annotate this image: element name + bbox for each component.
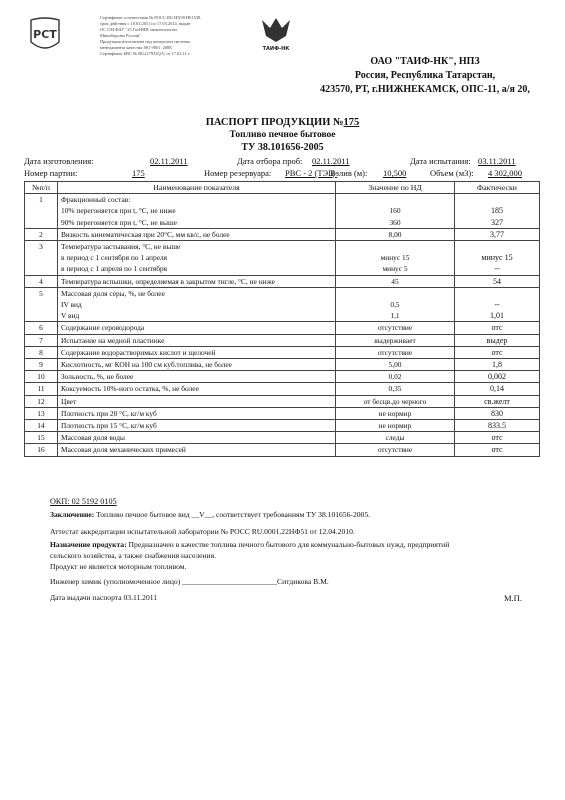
table-row <box>25 432 540 444</box>
table-row <box>25 383 540 395</box>
norm-value <box>336 287 455 322</box>
parameter-name <box>58 322 336 334</box>
row-number: 1 <box>25 194 58 229</box>
test-date-value: 03.11.2011 <box>478 156 516 166</box>
parameter-name-line: Плотность при 20 °C, кг/м куб <box>61 408 157 418</box>
norm-value <box>336 346 455 358</box>
conclusion <box>50 510 370 519</box>
row-number: 16 <box>25 444 58 456</box>
actual-value <box>455 275 540 287</box>
actual-value <box>455 371 540 383</box>
norm-value <box>336 241 455 276</box>
parameter-name <box>58 334 336 346</box>
actual-value <box>455 334 540 346</box>
table-row <box>25 359 540 371</box>
norm-value <box>336 359 455 371</box>
norm-value-line: не нормир <box>378 408 412 418</box>
table-row <box>25 395 540 407</box>
parameters-body <box>25 194 540 456</box>
table-row <box>25 275 540 287</box>
purpose-text: Предназначен в качестве топлива печного бытового для коммунально-бытовых нужд, предприятий <box>126 540 450 549</box>
parameter-name <box>58 395 336 407</box>
row-number: 8 <box>25 346 58 358</box>
actual-value-line: отс <box>491 347 503 357</box>
batch-value: 175 <box>132 168 145 178</box>
parameter-name-line: Массовая доля воды <box>61 433 125 443</box>
parameter-name <box>58 383 336 395</box>
parameter-name <box>58 241 336 276</box>
actual-value-line: отс <box>491 445 503 455</box>
parameter-name <box>58 444 336 456</box>
norm-value-line: выдерживает <box>374 335 416 345</box>
parameter-name <box>58 287 336 322</box>
norm-value-line: минус 15 <box>380 253 410 263</box>
parameter-name-line: Массовая доля механических примесей <box>61 445 186 455</box>
actual-value-line: выдер <box>486 335 508 345</box>
norm-value <box>336 322 455 334</box>
parameter-name-line: Плотность при 15 °C, кг/м куб <box>61 421 157 431</box>
certificate-line: Сертификат соответствия № РОСС RU.HN39.H01538, <box>100 15 202 20</box>
row-number: 15 <box>25 432 58 444</box>
actual-value-line: 0,14 <box>490 384 504 394</box>
norm-value <box>336 194 455 229</box>
actual-value <box>455 322 540 334</box>
norm-value-line: 8,00 <box>388 229 402 239</box>
row-number: 11 <box>25 383 58 395</box>
okp-code: ОКП: 02 5192 0105 <box>50 497 117 506</box>
norm-value-line: 5,00 <box>388 360 402 370</box>
norm-value-line: 1,1 <box>390 311 400 321</box>
volume-label: Объем (м3): <box>430 168 474 178</box>
norm-value-line: от бесцв.до черного <box>363 396 427 406</box>
actual-value-line: -- <box>494 300 500 310</box>
parameter-name <box>58 346 336 358</box>
certificate-block <box>100 15 235 57</box>
norm-value-line: 45 <box>391 276 399 286</box>
passport-number: 175 <box>343 117 360 128</box>
issue-date: Дата выдачи паспорта 03.11.2011 <box>50 593 158 602</box>
actual-value-line: 185 <box>491 206 503 216</box>
accreditation: Аттестат аккредитации испытательной лаборатории № РОСС RU.0001.22НФ51 от 12.04.2010. <box>50 527 355 536</box>
parameter-name-line: Массовая доля серы, %, не более <box>61 288 165 298</box>
actual-value-line: минус 15 <box>481 253 513 263</box>
certificate-line: ОС СМ ФАУ "25 ГосНИИ химмотологии <box>100 27 177 32</box>
norm-value-line: минус 5 <box>382 264 408 274</box>
tank-value: РВС - 2 (ТЭЦ- <box>285 168 338 178</box>
header-number: №п/п <box>25 182 58 194</box>
norm-value-line: 0,35 <box>388 384 402 394</box>
norm-value-line: не нормир <box>378 421 412 431</box>
actual-value-line: 0,002 <box>488 372 506 382</box>
actual-value-line <box>458 288 536 299</box>
header-norm: Значение по НД <box>336 182 455 194</box>
row-number: 3 <box>25 241 58 276</box>
sample-date-label: Дата отбора проб: <box>237 156 303 166</box>
parameter-name-line: Испытание на медной пластинке <box>61 335 165 345</box>
norm-value-line: отсутствие <box>377 323 413 333</box>
norm-value <box>336 334 455 346</box>
norm-value-line <box>339 288 451 299</box>
norm-value-line: 360 <box>389 217 401 227</box>
row-number: 2 <box>25 228 58 240</box>
table-row <box>25 407 540 419</box>
norm-value <box>336 395 455 407</box>
parameter-name <box>58 228 336 240</box>
passport-title-prefix: ПАСПОРТ ПРОДУКЦИИ № <box>205 117 344 128</box>
certificate-line: срок действия с 18.03.2011 по 17.03.2014, выдан <box>100 21 191 26</box>
actual-value <box>455 420 540 432</box>
actual-value <box>455 287 540 322</box>
row-number: 14 <box>25 420 58 432</box>
test-date-label: Дата испытания: <box>410 156 471 166</box>
purpose-label: Назначение продукта: <box>50 540 127 549</box>
table-row <box>25 194 540 229</box>
parameter-name-line: в период с 1 апреля по 1 сентября <box>61 264 168 274</box>
svg-text:ТАИФ-НК: ТАИФ-НК <box>262 46 290 52</box>
product-name: Топливо печное бытовое <box>229 130 336 140</box>
actual-value-line <box>458 241 536 252</box>
table-row <box>25 322 540 334</box>
table-row <box>25 444 540 456</box>
norm-value-line: следы <box>385 433 405 443</box>
company-logo <box>256 14 296 52</box>
conclusion-text: Топливо печное бытовое вид __V__, соответствует требованиям ТУ 38.101656-2005. <box>94 510 371 519</box>
actual-value <box>455 241 540 276</box>
parameter-name-line: Цвет <box>61 396 77 406</box>
parameter-name-line: Содержание сероводорода <box>61 323 145 333</box>
table-row <box>25 371 540 383</box>
parameter-name <box>58 371 336 383</box>
stamp-place: М.П. <box>504 593 522 603</box>
actual-value-line: св.желт <box>484 396 510 406</box>
table-row <box>25 420 540 432</box>
parameters-table <box>24 181 540 457</box>
conclusion-label: Заключение: <box>50 510 95 519</box>
row-number: 12 <box>25 395 58 407</box>
parameter-name-line: Температура вспышки, определяемая в закрытом тигле, °C, не ниже <box>61 276 275 286</box>
actual-value-line <box>458 194 536 205</box>
certificate-line: менеджмента качества ISO 9001: 2008. <box>100 45 173 50</box>
parameter-name-line: V вид <box>61 311 80 321</box>
row-number: 6 <box>25 322 58 334</box>
passport-title <box>0 116 565 129</box>
norm-value <box>336 371 455 383</box>
actual-value-line: отс <box>491 323 503 333</box>
actual-value <box>455 346 540 358</box>
actual-value-line: 833.5 <box>488 421 506 431</box>
norm-value <box>336 444 455 456</box>
actual-value-line: 830 <box>491 408 503 418</box>
parameter-name-line: Вязкость кинематическая при 20°C, мм кв/с, не более <box>61 229 230 239</box>
parameter-name-line: Зольность, %, не более <box>61 372 134 382</box>
parameter-name-line: Содержание водорастворимых кислот и щелочей <box>61 347 216 357</box>
actual-value <box>455 228 540 240</box>
actual-value <box>455 444 540 456</box>
norm-value-line: 160 <box>389 206 401 216</box>
company-name: ОАО "ТАИФ-НК", НПЗ <box>370 56 480 67</box>
parameter-name-line: Коксуемость 10%-ного остатка, %, не более <box>61 384 199 394</box>
row-number: 5 <box>25 287 58 322</box>
certificate-line: Сертификат БВС № RU227933Q-U от 17.02.11 г. <box>100 51 191 56</box>
norm-value <box>336 420 455 432</box>
parameter-name-line: в период с 1 сентября по 1 апреля <box>61 253 168 263</box>
table-row <box>25 346 540 358</box>
header-actual: Фактически <box>455 182 540 194</box>
motor-fuel-note: Продукт не является моторным топливом. <box>50 562 187 571</box>
company-region: Россия, Республика Татарстан, <box>354 70 496 81</box>
table-row <box>25 334 540 346</box>
product-standard: ТУ 38.101656-2005 <box>241 142 324 153</box>
volume-value: 4 302,000 <box>488 168 522 178</box>
actual-value-line: отс <box>491 433 503 443</box>
parameter-name-line: Фракционный состав: <box>61 195 131 205</box>
sample-date-value: 02.11.2011 <box>312 156 350 166</box>
parameter-name-line: Температура застывания, °C, не выше <box>61 242 181 252</box>
norm-value <box>336 432 455 444</box>
row-number: 4 <box>25 275 58 287</box>
batch-label: Номер партии: <box>24 168 78 178</box>
company-header <box>290 55 560 97</box>
actual-value-line: 54 <box>493 276 501 286</box>
norm-value-line <box>339 194 451 205</box>
parameter-name <box>58 407 336 419</box>
actual-value-line: 1,01 <box>490 311 504 321</box>
table-row <box>25 287 540 322</box>
norm-value-line: отсутствие <box>377 445 413 455</box>
svg-text:PCT: PCT <box>33 28 57 41</box>
header-parameter: Наименование показателя <box>58 182 336 194</box>
certification-logo <box>28 16 62 56</box>
actual-value <box>455 383 540 395</box>
norm-value <box>336 383 455 395</box>
norm-value <box>336 275 455 287</box>
certificate-line: Минобороны России" <box>100 33 142 38</box>
table-row <box>25 241 540 276</box>
level-label: Взлив (м): <box>330 168 368 178</box>
norm-value-line: 0,5 <box>390 300 400 310</box>
actual-value <box>455 407 540 419</box>
norm-value-line: отсутствие <box>377 347 413 357</box>
table-header-row <box>25 182 540 194</box>
parameter-name-line: 10% перегоняется при t, °C, не ниже <box>61 206 176 216</box>
row-number: 9 <box>25 359 58 371</box>
parameter-name-line: IV вид <box>61 300 82 310</box>
level-value: 10,500 <box>383 168 407 178</box>
row-number: 10 <box>25 371 58 383</box>
parameter-name-line: 90% перегоняется при t, °C, не выше <box>61 217 177 227</box>
actual-value <box>455 359 540 371</box>
parameter-name <box>58 432 336 444</box>
parameter-name <box>58 275 336 287</box>
parameter-name <box>58 194 336 229</box>
actual-value <box>455 432 540 444</box>
engineer-signature-line: Инженер химик (уполномоченное лицо) _________________________Ситдикова В.М. <box>50 577 329 586</box>
norm-value <box>336 228 455 240</box>
actual-value-line: 3,77 <box>490 229 504 239</box>
parameter-name <box>58 359 336 371</box>
parameter-name-line: Кислотность, мг КОН на 100 см куб.топлива, не более <box>61 360 232 370</box>
mfg-date-value: 02.11.2011 <box>150 156 188 166</box>
table-row <box>25 228 540 240</box>
document-title <box>0 116 565 154</box>
actual-value <box>455 395 540 407</box>
norm-value <box>336 407 455 419</box>
tank-label: Номер резервуара: <box>204 168 272 178</box>
norm-value-line <box>339 241 451 252</box>
parameter-name <box>58 420 336 432</box>
company-address: 423570, РТ, г.НИЖНЕКАМСК, ОПС-11, а/я 20, <box>320 84 530 95</box>
actual-value-line: 1,8 <box>492 360 502 370</box>
actual-value <box>455 194 540 229</box>
row-number: 13 <box>25 407 58 419</box>
mfg-date-label: Дата изготовления: <box>24 156 94 166</box>
norm-value-line: 0,02 <box>388 372 402 382</box>
certificate-line: Продукция изготовлена под контролем системы <box>100 39 190 44</box>
row-number: 7 <box>25 334 58 346</box>
actual-value-line: 327 <box>491 217 503 227</box>
actual-value-line: -- <box>494 264 500 274</box>
purpose <box>50 540 449 549</box>
purpose-continued: сельского хозяйства, а также снабжения населения. <box>50 551 216 560</box>
